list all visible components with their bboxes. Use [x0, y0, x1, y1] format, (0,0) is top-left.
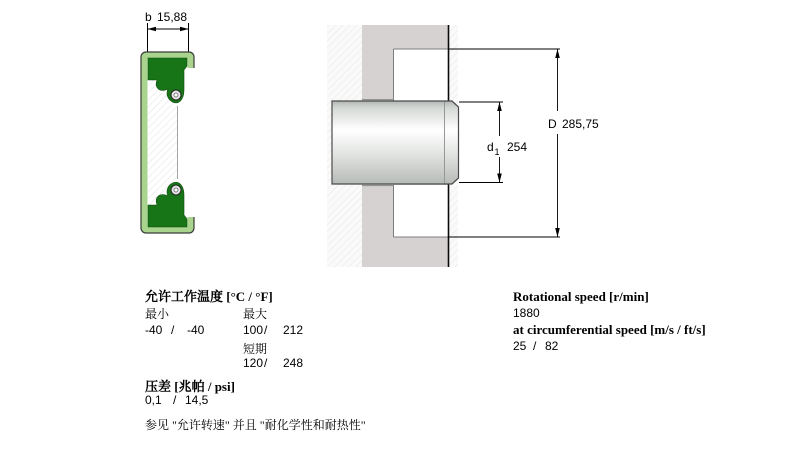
d1-arrow-up-icon: [497, 102, 502, 111]
temperature-short-f: 248: [283, 356, 304, 370]
slash: /: [264, 356, 268, 370]
temperature-max-f: 212: [283, 323, 304, 337]
shaft-end-cap: [445, 101, 459, 184]
slash: /: [264, 323, 268, 337]
garter-spring-top-core: [174, 93, 178, 97]
rotational-speed-title: Rotational speed [r/min]: [513, 289, 649, 304]
temperature-min-c: -40: [145, 323, 163, 337]
D-arrow-up-icon: [555, 49, 560, 58]
slash: /: [171, 323, 175, 337]
temperature-min-label: 最小: [145, 307, 170, 321]
seal-seat-bottom: [394, 185, 449, 237]
d1-label-subscript: 1: [494, 147, 500, 157]
circumferential-speed-ms: 25: [513, 339, 527, 353]
b-arrow-left-icon: [148, 27, 157, 31]
b-dimension-label: b: [145, 10, 152, 24]
D-value: 285,75: [562, 117, 599, 131]
shaft: [332, 101, 445, 184]
pressure-mpa: 0,1: [145, 393, 162, 407]
d1-arrow-down-icon: [497, 174, 502, 183]
pressure-title: 压差 [兆帕 / psi]: [145, 379, 235, 394]
seal-seat-top: [394, 49, 449, 101]
mounting-figure: [327, 25, 599, 267]
garter-spring-bottom-core: [174, 188, 178, 192]
b-dimension-value: 15,88: [157, 10, 188, 24]
rotational-speed-value: 1880: [513, 306, 540, 320]
circumferential-speed-title: at circumferential speed [m/s / ft/s]: [513, 322, 706, 337]
circumferential-speed-fts: 82: [545, 339, 559, 353]
temperature-title: 允许工作温度 [°C / °F]: [145, 289, 273, 304]
d1-value: 254: [507, 140, 528, 154]
seal-open-side: [187, 68, 196, 217]
D-label: D: [548, 117, 557, 131]
D-arrow-down-icon: [555, 228, 560, 237]
seal-figure: [141, 10, 196, 233]
temperature-short-c: 120: [243, 356, 264, 370]
temperature-max-c: 100: [243, 323, 264, 337]
d1-label: d: [487, 140, 494, 154]
slash: /: [173, 393, 177, 407]
temperature-max-label: 最大: [243, 307, 268, 321]
slash: /: [533, 339, 537, 353]
pressure-psi: 14,5: [185, 393, 209, 407]
footnote: 参见 "允许转速" 并且 "耐化学性和耐热性": [145, 418, 366, 432]
temperature-short-term-label: 短期: [243, 342, 268, 356]
temperature-min-f: -40: [187, 323, 205, 337]
b-arrow-right-icon: [180, 27, 189, 31]
